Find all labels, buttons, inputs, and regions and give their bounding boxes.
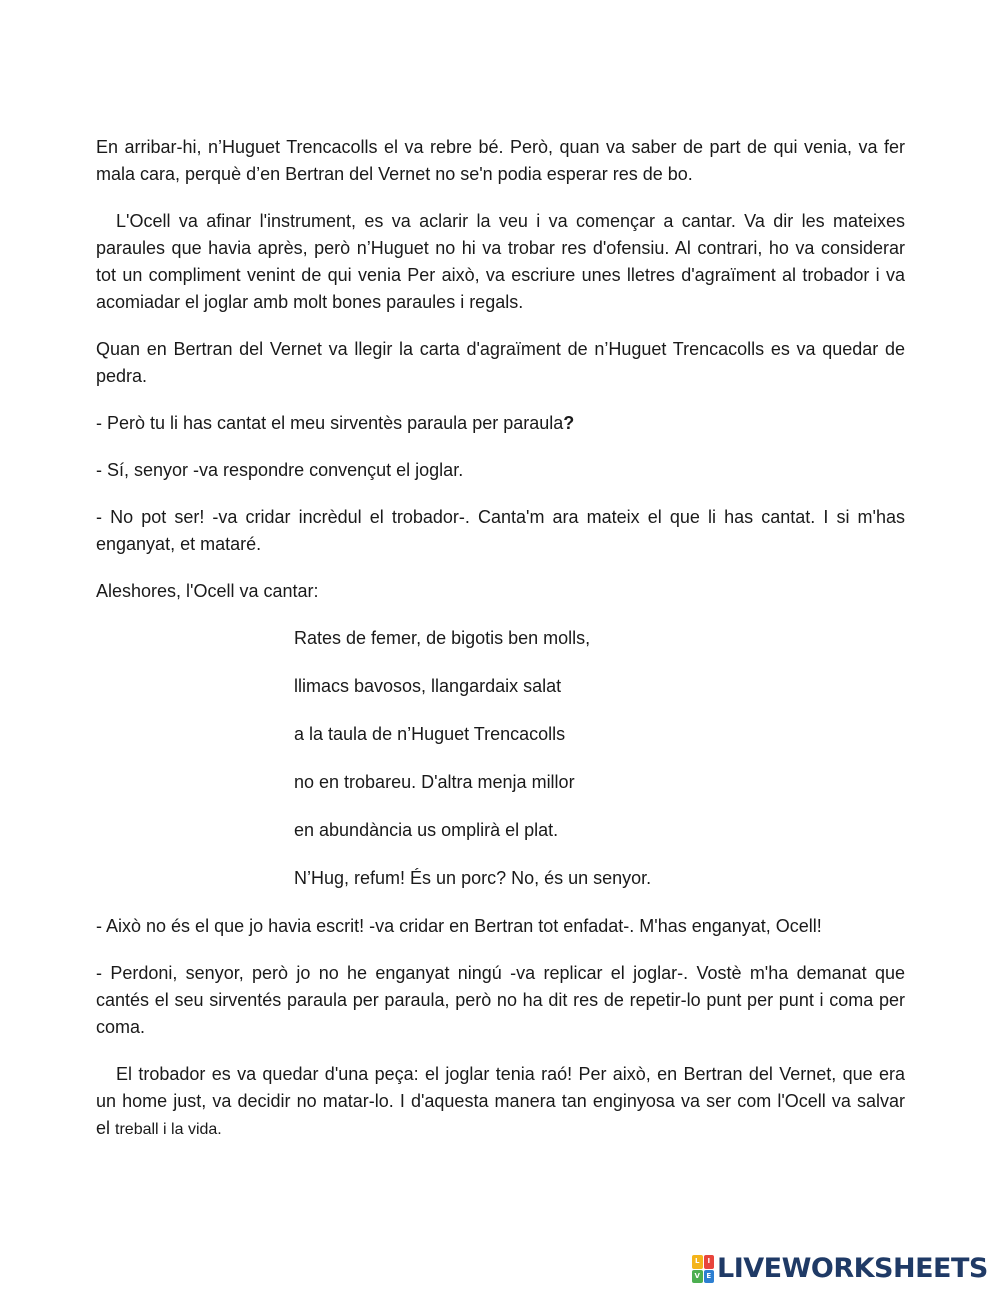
logo-mark-letter: L bbox=[692, 1255, 703, 1269]
question-mark: ? bbox=[563, 413, 575, 433]
ending-tail: treball i la vida. bbox=[115, 1121, 222, 1138]
poem-line: no en trobareu. D'altra menja millor bbox=[294, 772, 575, 792]
dialogue-question bbox=[96, 410, 905, 437]
poem-line: a la taula de n’Huguet Trencacolls bbox=[294, 724, 566, 744]
dialogue-answer: - Sí, senyor -va respondre convençut el joglar. bbox=[96, 460, 464, 480]
paragraph-arrival: En arribar-hi, n’Huguet Trencacolls el va rebre bé. Però, quan va saber de part de qui venia, va fer mala cara, perquè d’en Bertran del Vernet no se'n podia esperar res de bo. bbox=[96, 137, 905, 184]
paragraph-letter: Quan en Bertran del Vernet va llegir la carta d'agraïment de n’Huguet Trencacolls es va quedar de pedra. bbox=[96, 339, 905, 386]
poem-line: llimacs bavosos, llangardaix salat bbox=[294, 676, 562, 696]
document-body bbox=[96, 134, 905, 1163]
paragraph-ending bbox=[96, 1061, 905, 1143]
logo-mark-letter: V bbox=[692, 1270, 703, 1284]
dialogue-question-text: - Però tu li has cantat el meu sirventès paraula per paraula bbox=[96, 413, 564, 433]
poem-line: en abundància us omplirà el plat. bbox=[294, 820, 559, 840]
paragraph-song: L'Ocell va afinar l'instrument, es va aclarir la veu i va començar a cantar. Va dir les mateixes paraules que havia après, però n’Huguet no hi va trobar res d'ofensiu. Al contrari, ho va considerar tot un compliment venint de qui venia Per això, va escriure unes lletres d'agraïment al trobador i va acomiadar el joglar amb molt bones paraules i regals. bbox=[96, 211, 905, 312]
poem-intro: Aleshores, l'Ocell va cantar: bbox=[96, 581, 319, 601]
ending-text: El trobador es va quedar d'una peça: el joglar tenia raó! Per això, en Bertran del Vernet, que era un home just, va decidir no matar-lo. I d'aquesta manera tan enginyosa va ser com l'Ocell va salvar el bbox=[96, 1064, 905, 1138]
logo-mark-letter: E bbox=[704, 1270, 715, 1284]
dialogue-reply: - Perdoni, senyor, però jo no he enganyat ningú -va replicar el joglar-. Vostè m'ha demanat que cantés el seu sirventés paraula per paraula, però no ha dit res de repetir-lo punt per punt i coma per coma. bbox=[96, 963, 905, 1037]
liveworksheets-logo[interactable] bbox=[692, 1254, 988, 1284]
logo-mark-icon bbox=[692, 1255, 714, 1283]
dialogue-anger: - Això no és el que jo havia escrit! -va cridar en Bertran tot enfadat-. M'has enganyat, Ocell! bbox=[96, 916, 822, 936]
logo-text: LIVEWORKSHEETS bbox=[717, 1253, 988, 1284]
poem bbox=[294, 625, 905, 892]
dialogue-threat: - No pot ser! -va cridar incrèdul el trobador-. Canta'm ara mateix el que li has cantat. I si m'has enganyat, et mataré. bbox=[96, 507, 905, 554]
logo-mark-letter: I bbox=[704, 1255, 715, 1269]
poem-line: N’Hug, refum! És un porc? No, és un senyor. bbox=[294, 868, 652, 888]
poem-line: Rates de femer, de bigotis ben molls, bbox=[294, 628, 591, 648]
